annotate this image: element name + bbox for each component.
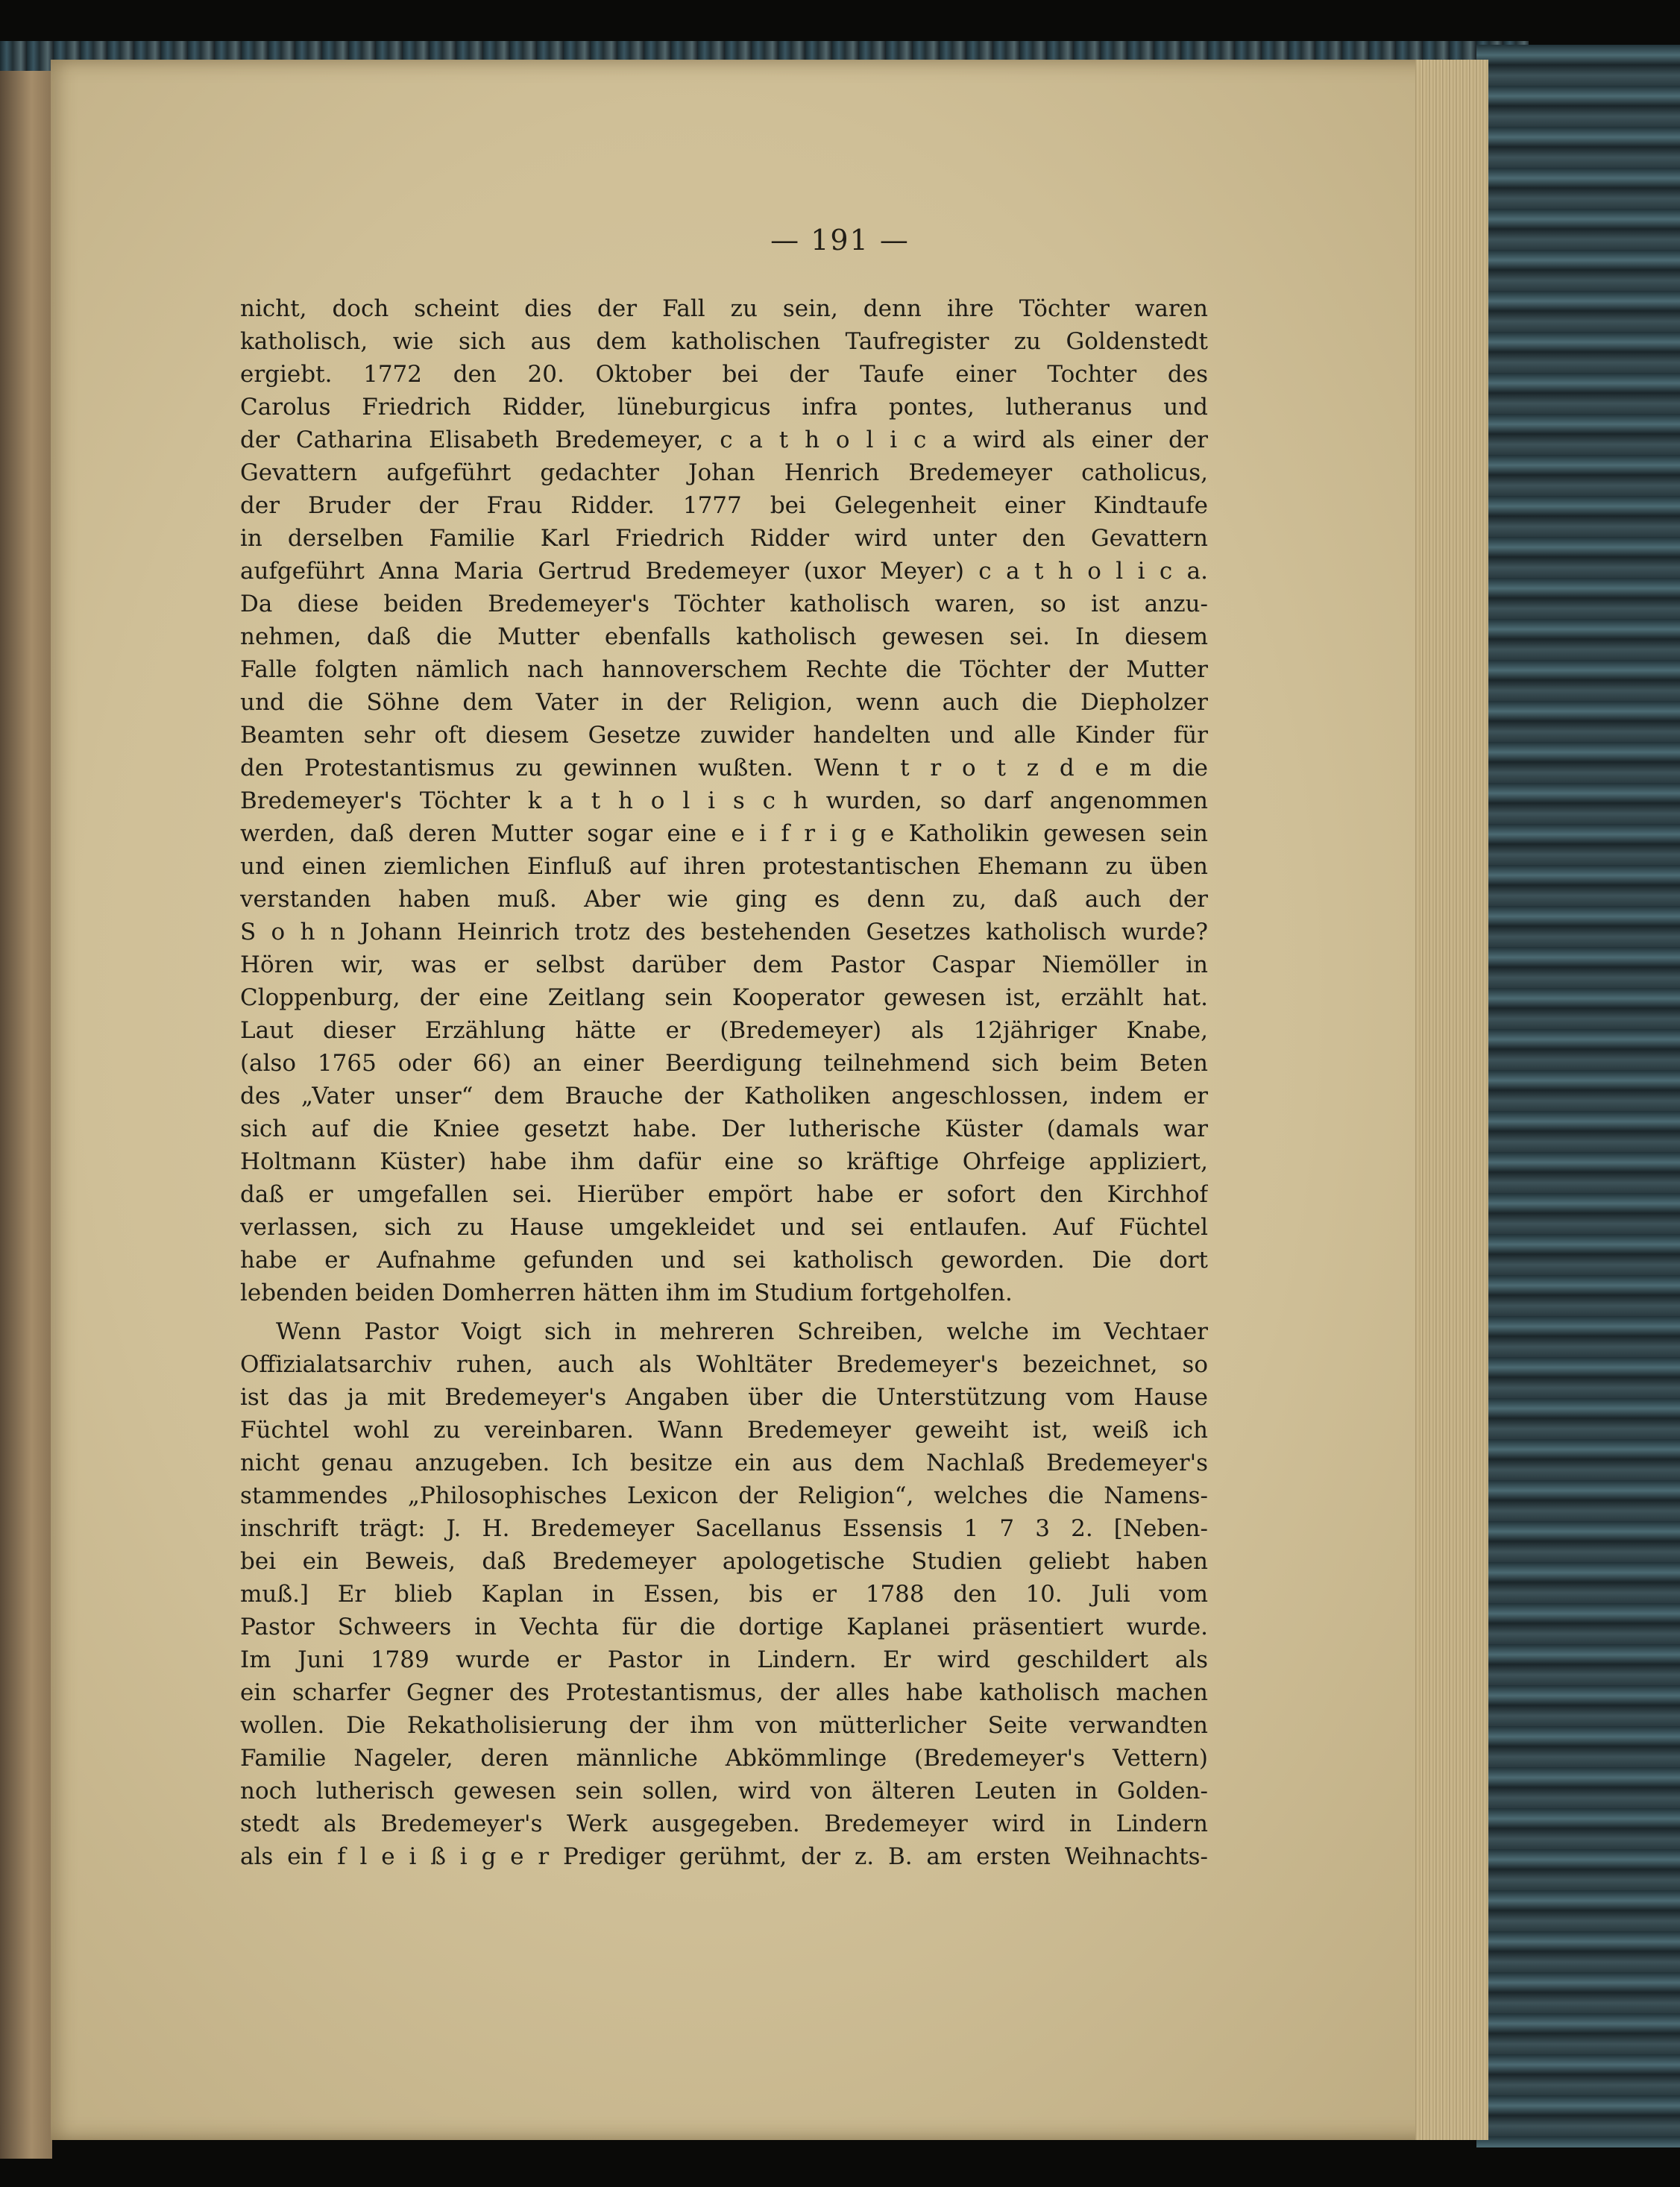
text-line: Pastor Schweers in Vechta für die dortige Kaplanei präsentiert wurde. bbox=[240, 1614, 1208, 1640]
text-line: (also 1765 oder 66) an einer Beerdigung teilnehmend sich beim Beten bbox=[240, 1050, 1208, 1077]
text-line: Cloppenburg, der eine Zeitlang sein Kooperator gewesen ist, erzählt hat. bbox=[240, 984, 1208, 1011]
text-line: Da diese beiden Bredemeyer's Töchter katholisch waren, so ist anzu- bbox=[240, 591, 1208, 617]
text-line: Bredemeyer's Töchter k a t h o l i s c h wurden, so darf angenommen bbox=[240, 787, 1208, 814]
text-line: sich auf die Kniee gesetzt habe. Der lutherische Küster (damals war bbox=[240, 1115, 1208, 1142]
text-line: wollen. Die Rekatholisierung der ihm von mütterlicher Seite verwandten bbox=[240, 1712, 1208, 1739]
page-stack-edges bbox=[1415, 60, 1488, 2140]
text-line: werden, daß deren Mutter sogar eine e i f r i g e Katholikin gewesen sein bbox=[240, 820, 1208, 847]
text-line: der Catharina Elisabeth Bredemeyer, c a t h o l i c a wird als einer der bbox=[240, 427, 1208, 453]
text-line: verlassen, sich zu Hause umgekleidet und sei entlaufen. Auf Füchtel bbox=[240, 1214, 1208, 1241]
text-line: daß er umgefallen sei. Hierüber empört habe er sofort den Kirchhof bbox=[240, 1181, 1208, 1208]
text-line: Im Juni 1789 wurde er Pastor in Lindern. Er wird geschildert als bbox=[240, 1646, 1208, 1673]
text-line: habe er Aufnahme gefunden und sei katholisch geworden. Die dort bbox=[240, 1247, 1208, 1274]
text-line: nicht, doch scheint dies der Fall zu sein, denn ihre Töchter waren bbox=[240, 295, 1208, 322]
text-line: S o h n Johann Heinrich trotz des bestehenden Gesetzes katholisch wurde? bbox=[240, 919, 1208, 945]
text-line: muß.] Er blieb Kaplan in Essen, bis er 1788 den 10. Juli vom bbox=[240, 1581, 1208, 1608]
text-line: ein scharfer Gegner des Protestantismus, der alles habe katholisch machen bbox=[240, 1679, 1208, 1706]
text-line: verstanden haben muß. Aber wie ging es denn zu, daß auch der bbox=[240, 886, 1208, 913]
text-line: des „Vater unser“ dem Brauche der Katholiken angeschlossen, indem er bbox=[240, 1083, 1208, 1110]
text-line: Hören wir, was er selbst darüber dem Pastor Caspar Niemöller in bbox=[240, 951, 1208, 978]
text-line: als ein f l e i ß i g e r Prediger gerühmt, der z. B. am ersten Weihnachts- bbox=[240, 1843, 1208, 1870]
paragraph-break bbox=[240, 1309, 1208, 1315]
text-line: und die Söhne dem Vater in der Religion, wenn auch die Diepholzer bbox=[240, 689, 1208, 716]
text-line: Laut dieser Erzählung hätte er (Bredemeyer) als 12jähriger Knabe, bbox=[240, 1017, 1208, 1044]
text-line: stedt als Bredemeyer's Werk ausgegeben. Bredemeyer wird in Lindern bbox=[240, 1810, 1208, 1837]
text-line: inschrift trägt: J. H. Bredemeyer Sacellanus Essensis 1 7 3 2. [Neben- bbox=[240, 1515, 1208, 1542]
text-line: nicht genau anzugeben. Ich besitze ein aus dem Nachlaß Bredemeyer's bbox=[240, 1450, 1208, 1476]
text-line: Füchtel wohl zu vereinbaren. Wann Bredemeyer geweiht ist, weiß ich bbox=[240, 1417, 1208, 1444]
text-line: lebenden beiden Domherren hätten ihm im Studium fortgeholfen. bbox=[240, 1280, 1013, 1306]
book-cover-right-edge bbox=[1476, 45, 1680, 2147]
text-line: und einen ziemlichen Einfluß auf ihren protestantischen Ehemann zu üben bbox=[240, 853, 1208, 880]
text-line: katholisch, wie sich aus dem katholischen Taufregister zu Goldenstedt bbox=[240, 328, 1208, 355]
text-line: der Bruder der Frau Ridder. 1777 bei Gelegenheit einer Kindtaufe bbox=[240, 492, 1208, 519]
text-line: Familie Nageler, deren männliche Abkömmlinge (Bredemeyer's Vettern) bbox=[240, 1745, 1208, 1772]
page-number-header: — 191 — bbox=[770, 224, 910, 257]
text-line: Beamten sehr oft diesem Gesetze zuwider handelten und alle Kinder für bbox=[240, 722, 1208, 749]
text-line: Gevattern aufgeführt gedachter Johan Henrich Bredemeyer catholicus, bbox=[240, 459, 1208, 486]
text-line: Offizialatsarchiv ruhen, auch als Wohltäter Bredemeyer's bezeichnet, so bbox=[240, 1351, 1208, 1378]
text-line: ist das ja mit Bredemeyer's Angaben über die Unterstützung vom Hause bbox=[240, 1384, 1208, 1411]
facing-page-edge bbox=[0, 71, 52, 2159]
text-line: noch lutherisch gewesen sein sollen, wird von älteren Leuten in Golden- bbox=[240, 1778, 1208, 1804]
text-line: Carolus Friedrich Ridder, lüneburgicus infra pontes, lutheranus und bbox=[240, 394, 1208, 421]
text-line: Holtmann Küster) habe ihm dafür eine so kräftige Ohrfeige appliziert, bbox=[240, 1148, 1208, 1175]
text-line: Wenn Pastor Voigt sich in mehreren Schreiben, welche im Vechtaer bbox=[276, 1318, 1208, 1345]
text-line: Falle folgten nämlich nach hannoverschem Rechte die Töchter der Mutter bbox=[240, 656, 1208, 683]
text-line: bei ein Beweis, daß Bredemeyer apologetische Studien geliebt haben bbox=[240, 1548, 1208, 1575]
text-line: in derselben Familie Karl Friedrich Ridder wird unter den Gevattern bbox=[240, 525, 1208, 552]
text-line: aufgeführt Anna Maria Gertrud Bredemeyer (uxor Meyer) c a t h o l i c a. bbox=[240, 558, 1208, 585]
text-line: stammendes „Philosophisches Lexicon der Religion“, welches die Namens- bbox=[240, 1482, 1208, 1509]
text-line: nehmen, daß die Mutter ebenfalls katholisch gewesen sei. In diesem bbox=[240, 623, 1208, 650]
body-text bbox=[240, 292, 1208, 1873]
text-line: den Protestantismus zu gewinnen wußten. Wenn t r o t z d e m die bbox=[240, 755, 1208, 781]
text-line: ergiebt. 1772 den 20. Oktober bei der Taufe einer Tochter des bbox=[240, 361, 1208, 388]
